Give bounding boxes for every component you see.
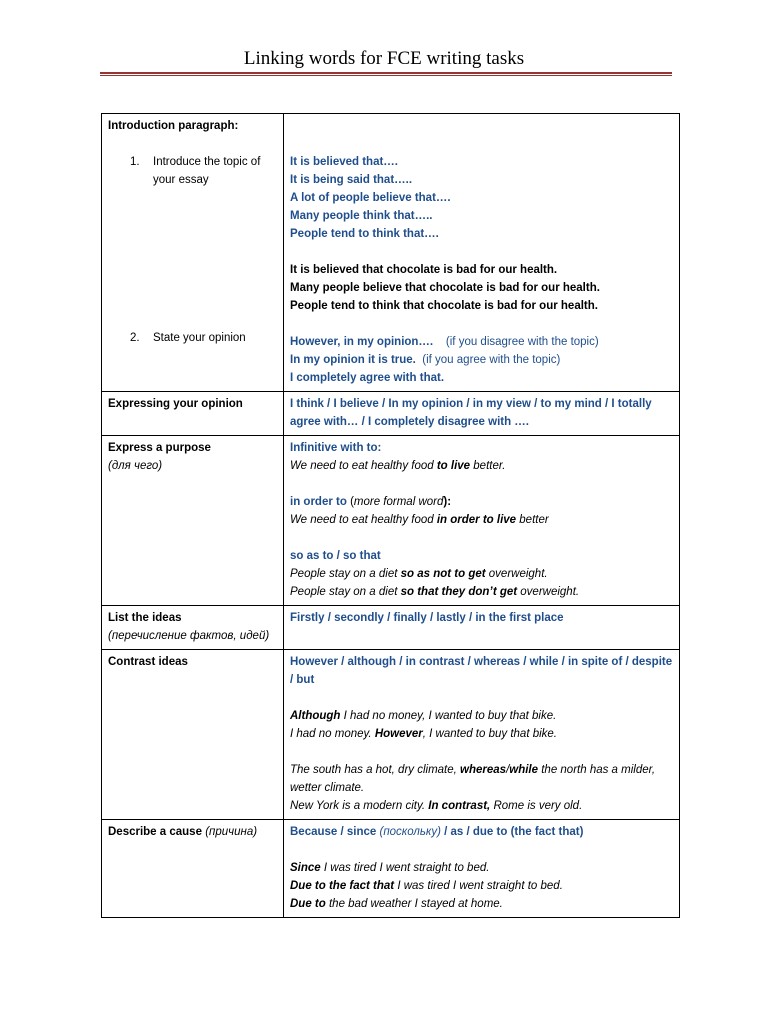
list-label-ru: (перечисление фактов, идей) (108, 630, 270, 642)
table-row-cause (102, 820, 680, 918)
table-row-purpose (102, 436, 680, 606)
list-text: State your opinion (153, 332, 246, 344)
cause-example-1: Since I was tired I went straight to bed. (290, 862, 490, 874)
list-number: 2. (130, 332, 140, 344)
title-rule-thin (100, 75, 672, 76)
opinion-line-2 (290, 351, 673, 369)
purpose-heading-3: so as to / so that (290, 550, 381, 562)
opinion-label: Expressing your opinion (102, 392, 284, 436)
cause-example-2: Due to the fact that I was tired I went straight to bed. (290, 880, 563, 892)
intro-label: Introduction paragraph: (108, 120, 239, 132)
contrast-example-1: Although I had no money, I wanted to buy that bike. (290, 710, 557, 722)
intro-phrase: People tend to think that…. (290, 228, 439, 240)
purpose-example-2: We need to eat healthy food in order to live better (290, 514, 549, 526)
table-row-opinion (102, 392, 680, 436)
purpose-label: Express a purpose (108, 442, 211, 454)
cause-label-ru: (причина) (205, 826, 258, 838)
intro-phrase: Many people think that….. (290, 210, 433, 222)
opinion-phrase: However, in my opinion…. (290, 336, 434, 348)
opinion-note: (if you agree with the topic) (422, 354, 561, 366)
intro-phrase: A lot of people believe that…. (290, 192, 451, 204)
intro-label-cell (102, 114, 284, 392)
opinion-note: (if you disagree with the topic) (445, 336, 599, 348)
list-content: Firstly / secondly / finally / lastly / in the first place (284, 606, 680, 650)
purpose-label-ru: (для чего) (108, 460, 163, 472)
cause-content-cell (284, 820, 680, 918)
contrast-example-4: New York is a modern city. In contrast, Rome is very old. (290, 800, 583, 812)
contrast-label: Contrast ideas (102, 650, 284, 820)
intro-example: Many people believe that chocolate is bad for our health. (290, 282, 600, 294)
intro-content-cell (284, 114, 680, 392)
list-label-cell (102, 606, 284, 650)
opinion-line-1 (290, 333, 673, 351)
purpose-label-cell (102, 436, 284, 606)
contrast-example-3: The south has a hot, dry climate, whereas/while the north has a milder, wetter climate. (290, 764, 656, 794)
linking-words-table (101, 113, 680, 918)
intro-list-item-1 (108, 153, 277, 189)
list-label: List the ideas (108, 612, 182, 624)
intro-example: It is believed that chocolate is bad for our health. (290, 264, 558, 276)
opinion-line-3: I completely agree with that. (290, 372, 445, 384)
intro-phrase: It is believed that…. (290, 156, 398, 168)
title-rule-thick (100, 72, 672, 74)
purpose-content-cell (284, 436, 680, 606)
contrast-heading: However / although / in contrast / whereas / while / in spite of / despite / but (290, 656, 673, 686)
purpose-heading-1: Infinitive with to: (290, 442, 382, 454)
contrast-example-2: I had no money. However, I wanted to buy that bike. (290, 728, 557, 740)
table-row-introduction (102, 114, 680, 392)
list-number: 1. (130, 156, 140, 168)
cause-label-cell (102, 820, 284, 918)
intro-example: People tend to think that chocolate is bad for our health. (290, 300, 598, 312)
table-row-contrast (102, 650, 680, 820)
opinion-phrase: In my opinion it is true. (290, 354, 416, 366)
intro-list-item-2 (108, 329, 277, 347)
list-text: Introduce the topic of your essay (153, 156, 261, 186)
document-title: Linking words for FCE writing tasks (243, 48, 525, 69)
cause-example-3: Due to the bad weather I stayed at home. (290, 898, 503, 910)
purpose-example-1: We need to eat healthy food to live better. (290, 460, 506, 472)
intro-phrase: It is being said that….. (290, 174, 413, 186)
cause-label: Describe a cause (108, 826, 202, 838)
purpose-example-4: People stay on a diet so that they don’t get overweight. (290, 586, 580, 598)
cause-heading: Because / since (поскольку) / as / due to (the fact that) (290, 826, 584, 838)
purpose-heading-2: in order to (more formal word): (290, 496, 452, 508)
contrast-content-cell (284, 650, 680, 820)
table-row-list (102, 606, 680, 650)
opinion-content: I think / I believe / In my opinion / in my view / to my mind / I totally agree with… / I completely disagree with …. (284, 392, 680, 436)
purpose-example-3: People stay on a diet so as not to get overweight. (290, 568, 548, 580)
